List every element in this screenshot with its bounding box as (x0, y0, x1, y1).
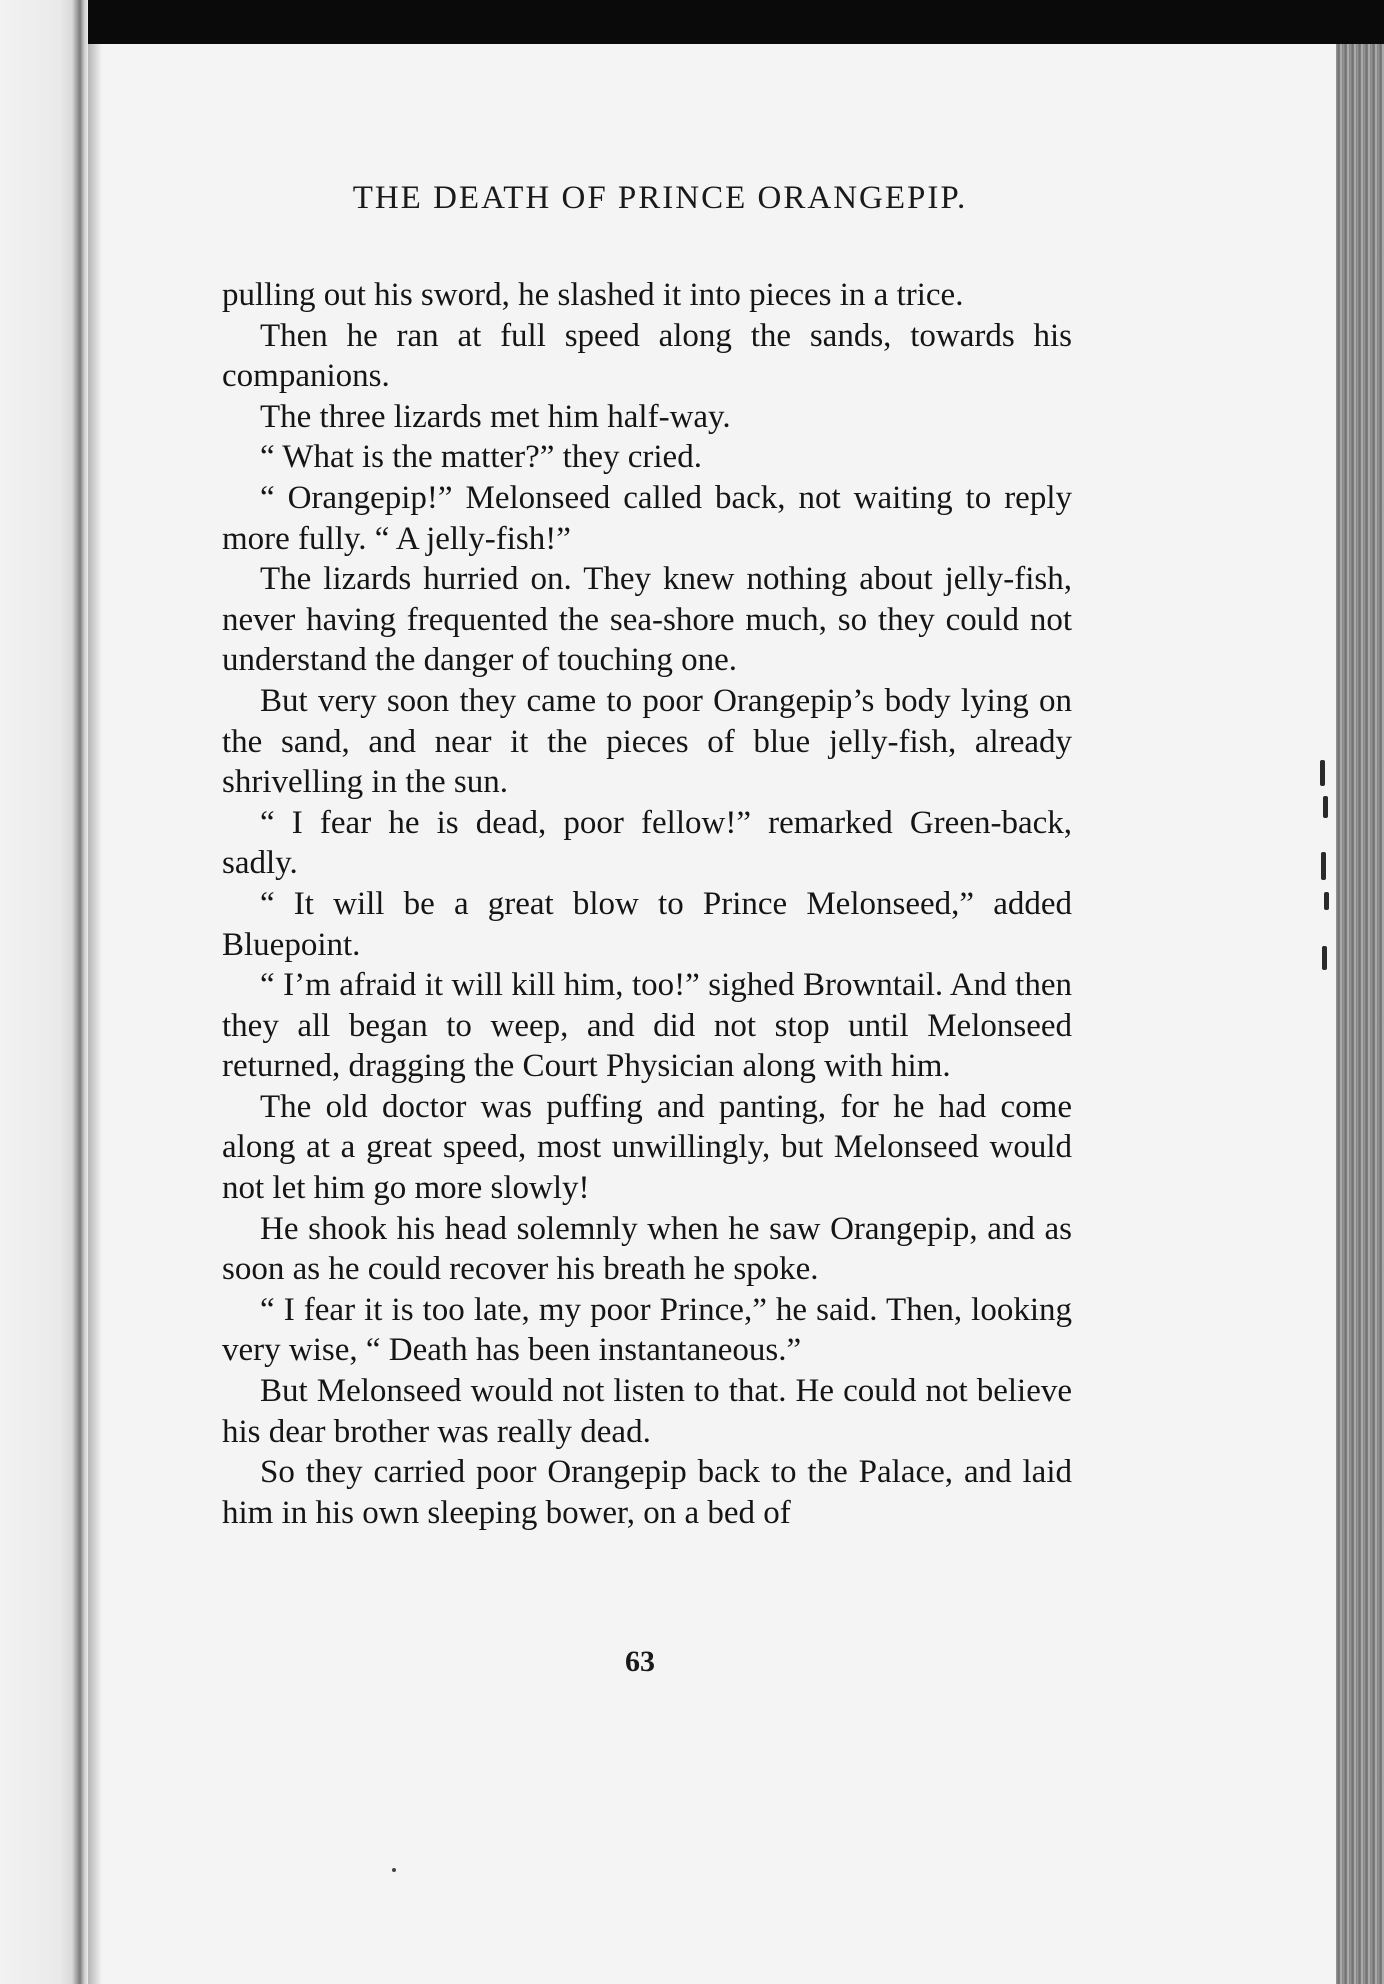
paragraph: pulling out his sword, he slashed it into pieces in a trice. (222, 277, 964, 313)
paragraph: The lizards hurried on. They knew nothing about jelly-fish, never having frequented the sea-shore much, so they could not understand the danger of touching one. (222, 561, 1072, 679)
paragraph: “ It will be a great blow to Prince Melonseed,” added Bluepoint. (222, 885, 1072, 963)
scan-top-border (0, 0, 1384, 44)
body-text (222, 275, 1072, 1533)
paragraph: “ I’m afraid it will kill him, too!” sighed Browntail. And then they all began to weep, and did not stop until Melonseed returned, dragging the Court Physician along with him. (222, 967, 1072, 1085)
paragraph: Then he ran at full speed along the sands, towards his companions. (222, 317, 1072, 395)
facing-page-edge (0, 0, 88, 1984)
paragraph: “ Orangepip!” Melonseed called back, not waiting to reply more fully. “ A jelly-fish!” (222, 479, 1072, 557)
page-number: 63 (625, 1645, 655, 1678)
edge-ink-marks (1316, 760, 1340, 1010)
scan-speck (392, 1868, 396, 1872)
paragraph: So they carried poor Orangepip back to the Palace, and laid him in his own sleeping bower, on a bed of (222, 1454, 1072, 1531)
paragraph: “ What is the matter?” they cried. (260, 439, 702, 476)
page-stack-edge (1336, 44, 1384, 1984)
paragraph: But Melonseed would not listen to that. He could not believe his dear brother was really dead. (222, 1373, 1072, 1450)
paragraph: The old doctor was puffing and panting, for he had come along at a great speed, most unwillingly, but Melonseed would not let him go more slowly! (222, 1088, 1072, 1207)
paragraph: “ I fear he is dead, poor fellow!” remarked Green-back, sadly. (222, 804, 1072, 882)
paragraph: “ I fear it is too late, my poor Prince,” he said. Then, looking very wise, “ Death has been instantaneous.” (222, 1291, 1072, 1369)
running-head: THE DEATH OF PRINCE ORANGEPIP. (352, 180, 968, 216)
paragraph: But very soon they came to poor Orangepip’s body lying on the sand, and near it the pieces of blue jelly-fish, already shrivelling in the sun. (222, 682, 1072, 801)
gutter-shadow (88, 44, 102, 1984)
paragraph: He shook his head solemnly when he saw Orangepip, and as soon as he could recover his breath he spoke. (222, 1210, 1072, 1288)
paragraph: The three lizards met him half-way. (260, 398, 731, 435)
